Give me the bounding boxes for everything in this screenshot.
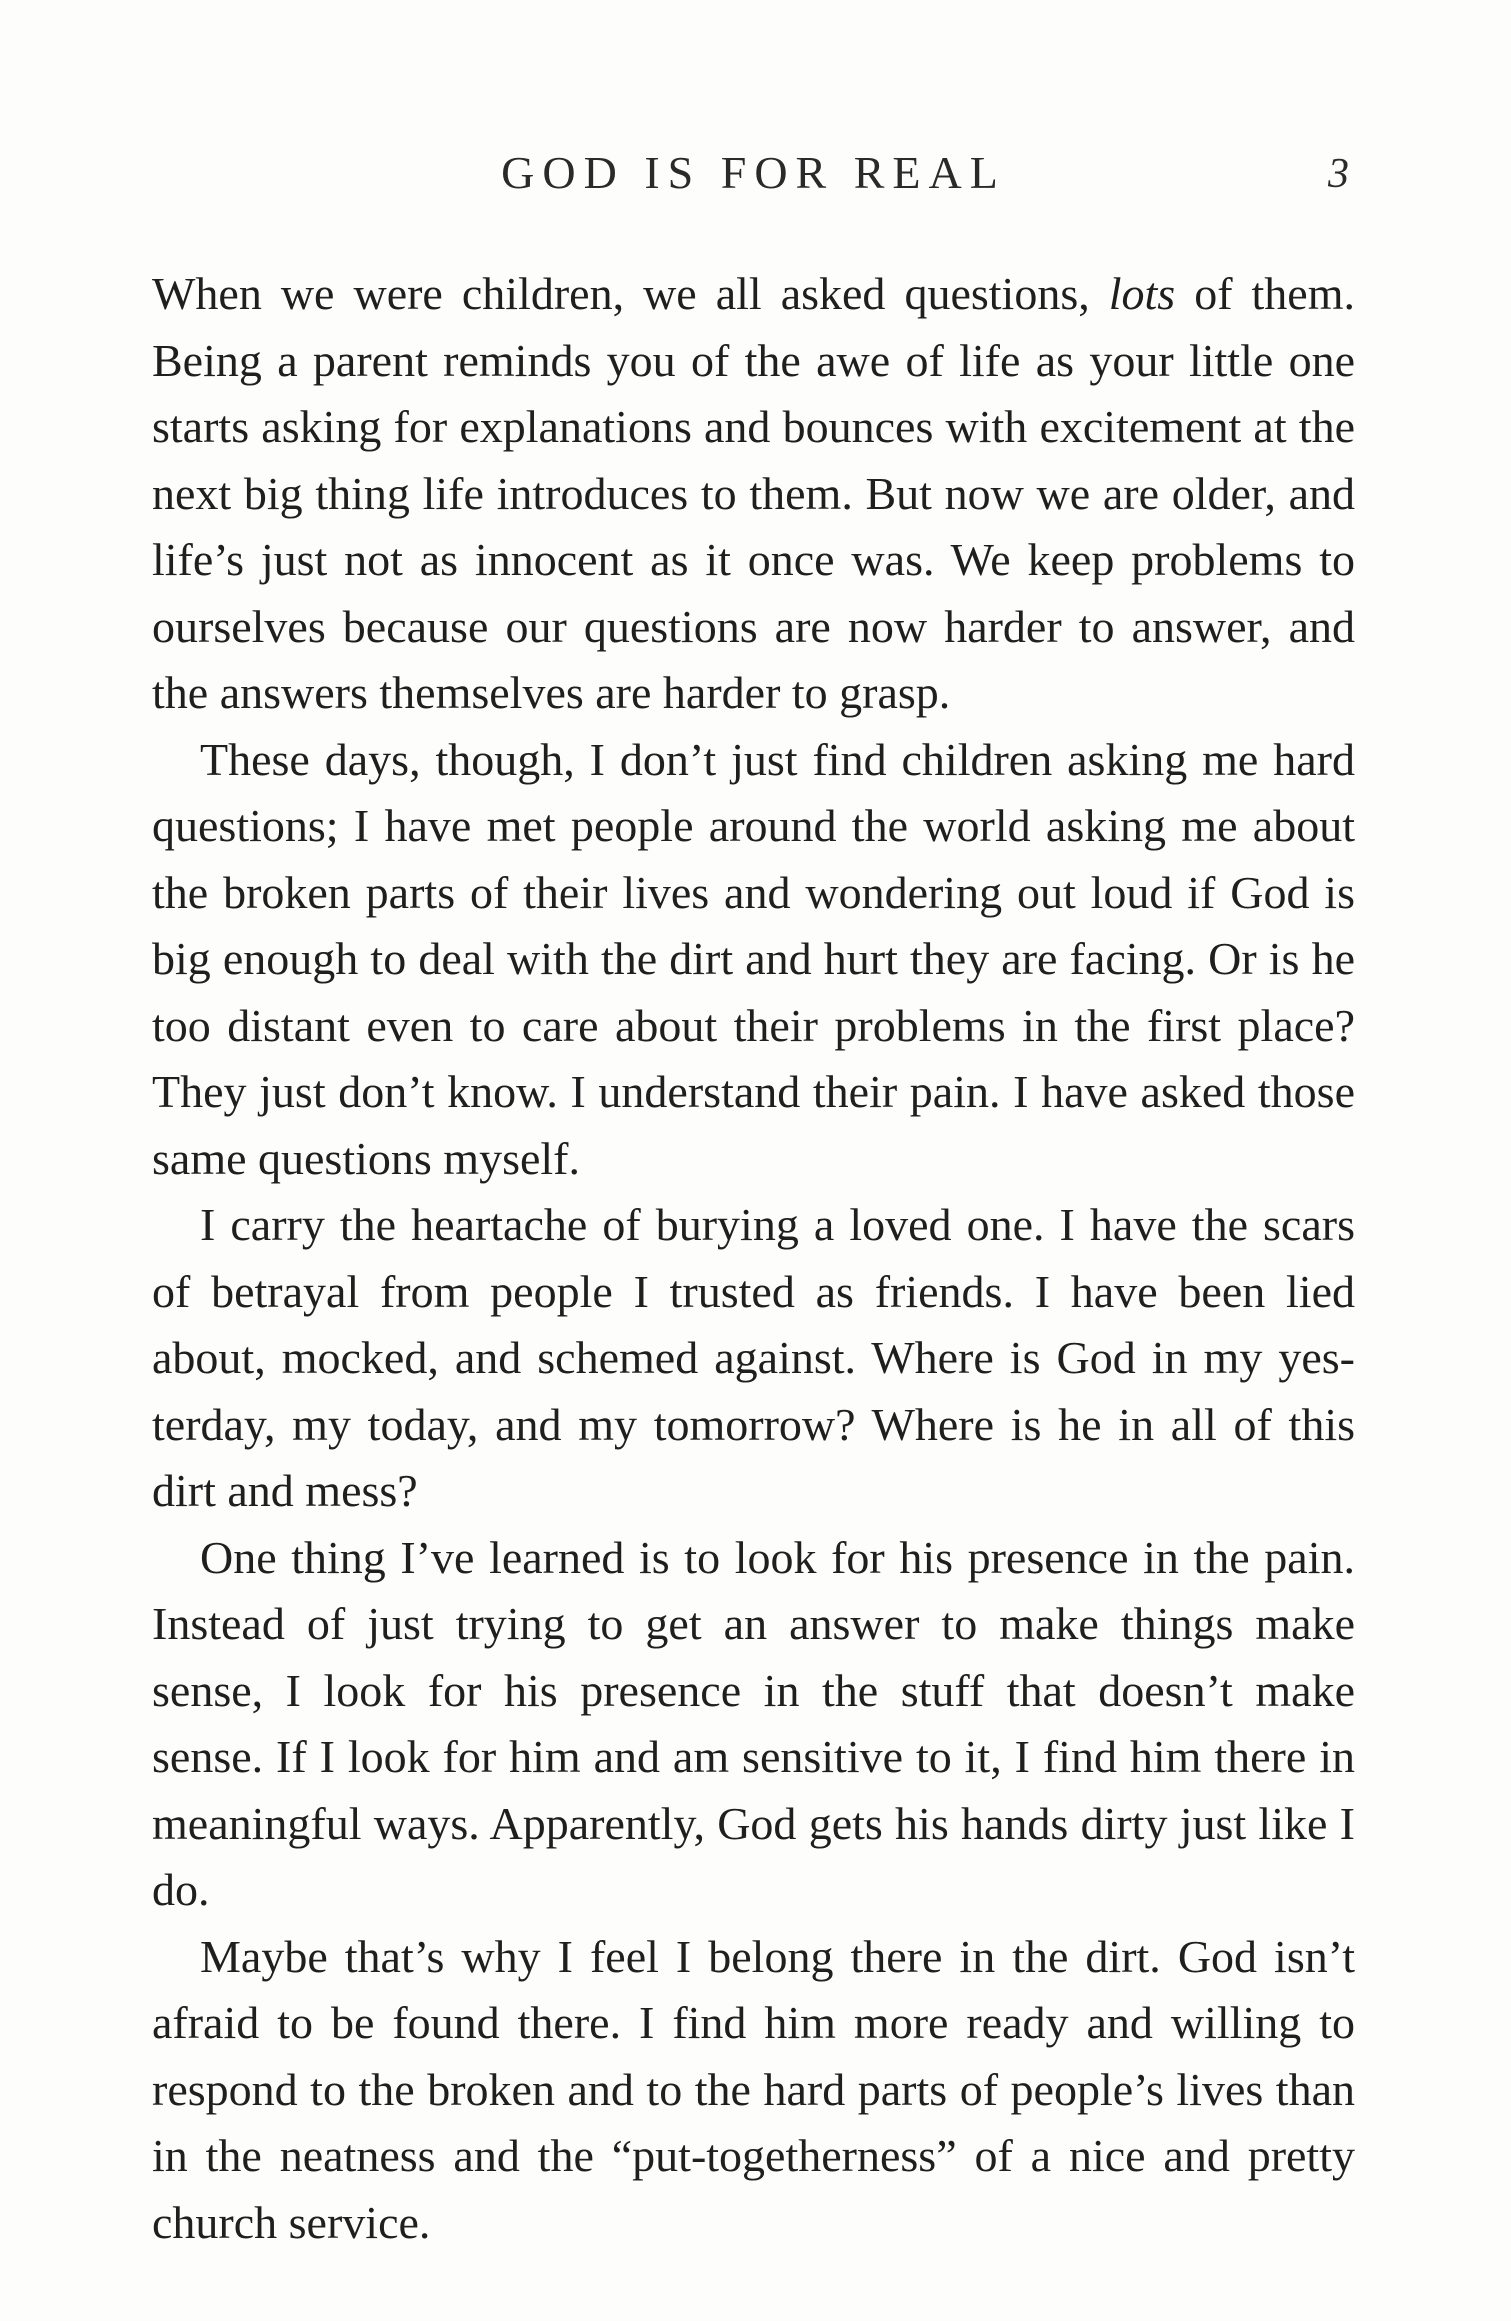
running-head bbox=[152, 146, 1355, 206]
paragraph-1-text-b: of them. Being a parent reminds you of the awe of life as your little one starts asking for explanations and bounces with excitement at the next big thing life introduces to them. But now we are older, and life’s just not as innocent as it once was. We keep problems to ourselves because our questions are now harder to answer, and the answers themselves are harder to grasp. bbox=[152, 268, 1356, 718]
body-text bbox=[152, 261, 1355, 2256]
paragraph-1 bbox=[152, 261, 1355, 727]
paragraph-5: Maybe that’s why I feel I belong there in the dirt. God isn’t afraid to be found there. I find him more ready and willing to respond to the broken and to the hard parts of people’s lives than in the neatness and the “put-togetherness” of a nice and pretty church service. bbox=[152, 1930, 1355, 2248]
paragraph-1-emphasis: lots bbox=[1108, 268, 1176, 319]
paragraph-1-text-a: When we were children, we all asked questions, bbox=[152, 268, 1109, 319]
paragraph-4: One thing I’ve learned is to look for his presence in the pain. Instead of just trying to get an answer to make things make sense, I look for his presence in the stuff that doesn’t make sense. If I look for him and am sensitive to it, I find him there in meaningful ways. Apparently, God gets his hands dirty just like I do. bbox=[152, 1531, 1355, 1915]
page-number: 3 bbox=[1328, 151, 1349, 197]
paragraph-2: These days, though, I don’t just find children asking me hard questions; I have met people around the world asking me about the broken parts of their lives and wondering out loud if God is big enough to deal with the dirt and hurt they are facing. Or is he too distant even to care about their problems in the first place? They just don’t know. I understand their pain. I have asked those same questions myself. bbox=[152, 733, 1355, 1184]
paragraph-3: I carry the heartache of burying a loved one. I have the scars of betrayal from people I trusted as friends. I have been lied about, mocked, and schemed against. Where is God in my yesterday, my today, and my tomorrow? Where is he in all of this dirt and mess? bbox=[152, 1199, 1355, 1516]
running-title: GOD IS FOR REAL bbox=[501, 147, 1006, 198]
